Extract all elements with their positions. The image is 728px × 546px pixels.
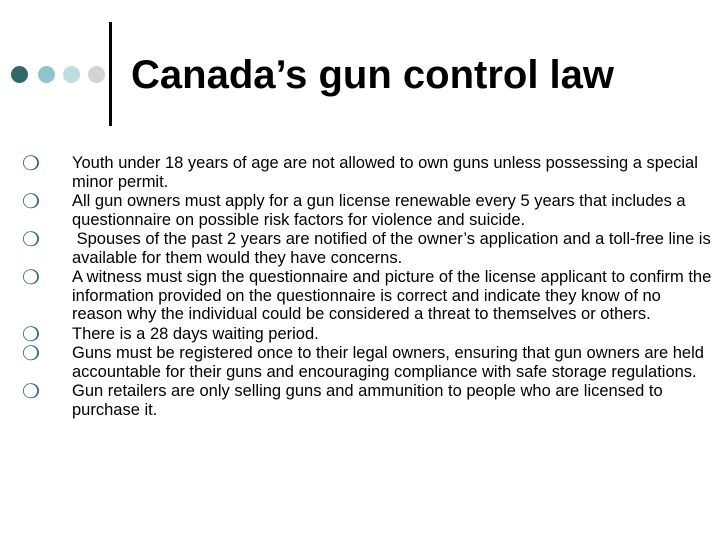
bullet-item <box>22 265 716 324</box>
bullet-item <box>22 227 716 267</box>
title-divider <box>109 22 112 126</box>
bullet-text: A witness must sign the questionnaire and picture of the license applicant to confirm the information provided on the questionnaire is correct and indicate they know of no reason why the individual could be considered a threat to themselves or others. <box>72 268 716 323</box>
bullet-item <box>22 341 712 381</box>
bullet-text: Guns must be registered once to their legal owners, ensuring that gun owners are held accountable for their guns and encouraging compliance with safe storage regulations. <box>72 344 709 381</box>
bullet-text: Youth under 18 years of age are not allowed to own guns unless possessing a special minor permit. <box>72 154 703 191</box>
ring-bullet-icon: ❍ <box>22 321 40 346</box>
bullet-item <box>22 379 712 419</box>
ring-bullet-icon: ❍ <box>22 341 40 365</box>
bullet-item <box>22 321 712 346</box>
bullet-item <box>22 151 712 191</box>
bullet-text: Gun retailers are only selling guns and ammunition to people who are licensed to purchase it. <box>72 382 668 419</box>
ring-bullet-icon: ❍ <box>22 227 40 251</box>
decorative-dot-2 <box>38 66 55 83</box>
bullet-text: Spouses of the past 2 years are notified of the owner’s application and a toll-free line is available for them would they have concerns. <box>72 230 716 267</box>
bullet-list <box>22 151 716 420</box>
ring-bullet-icon: ❍ <box>22 189 40 213</box>
decorative-dot-3 <box>63 66 80 83</box>
decorative-dot-4 <box>88 66 105 83</box>
ring-bullet-icon: ❍ <box>22 379 40 403</box>
bullet-item <box>22 189 712 229</box>
bullet-text: All gun owners must apply for a gun license renewable every 5 years that includes a questionnaire on possible risk factors for violence and suicide. <box>72 192 691 229</box>
bullet-text: There is a 28 days waiting period. <box>72 324 319 343</box>
ring-bullet-icon: ❍ <box>22 265 40 289</box>
slide-title: Canada’s gun control law <box>131 53 615 97</box>
decorative-dot-1 <box>11 66 28 83</box>
ring-bullet-icon: ❍ <box>22 151 40 175</box>
